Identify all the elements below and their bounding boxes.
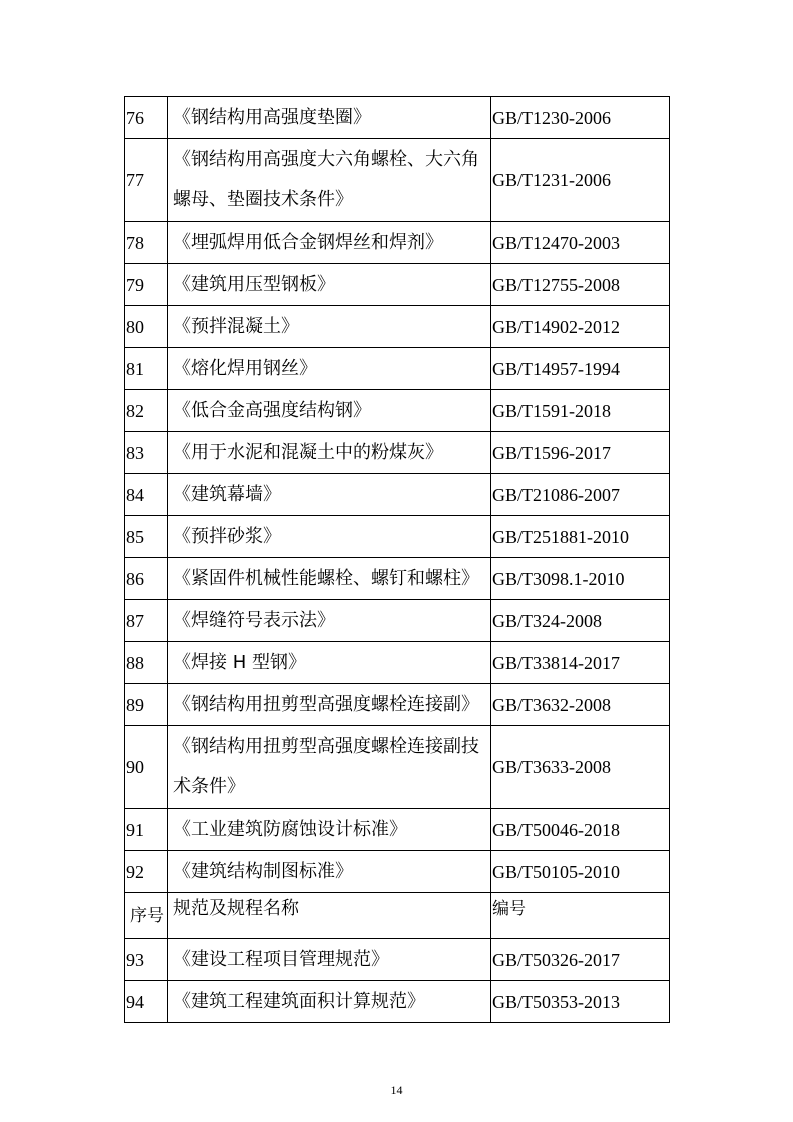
standard-code: GB/T50326-2017 bbox=[491, 939, 670, 981]
header-number-text: 序号 bbox=[130, 905, 164, 926]
standard-name bbox=[168, 264, 491, 306]
standard-name bbox=[168, 139, 491, 222]
row-number: 84 bbox=[125, 474, 168, 516]
standard-code: GB/T3633-2008 bbox=[491, 726, 670, 809]
standard-name bbox=[168, 981, 491, 1023]
standard-name bbox=[168, 97, 491, 139]
table-row bbox=[125, 306, 670, 348]
standard-code: GB/T1231-2006 bbox=[491, 139, 670, 222]
standard-name bbox=[168, 809, 491, 851]
table-row bbox=[125, 726, 670, 809]
standard-name-text: 《钢结构用扭剪型高强度螺栓连接副》 bbox=[173, 693, 479, 715]
row-number: 89 bbox=[125, 684, 168, 726]
table-row bbox=[125, 139, 670, 222]
standard-name bbox=[168, 390, 491, 432]
row-number: 88 bbox=[125, 642, 168, 684]
row-number: 86 bbox=[125, 558, 168, 600]
standard-code: GB/T50105-2010 bbox=[491, 851, 670, 893]
standard-name-text: 《预拌砂浆》 bbox=[173, 525, 281, 547]
table-row bbox=[125, 474, 670, 516]
table-row bbox=[125, 516, 670, 558]
row-number: 81 bbox=[125, 348, 168, 390]
page-number: 14 bbox=[390, 1083, 403, 1097]
table-row bbox=[125, 264, 670, 306]
standard-name-text: 《建筑结构制图标准》 bbox=[173, 860, 353, 882]
row-number: 94 bbox=[125, 981, 168, 1023]
standard-code: GB/T14957-1994 bbox=[491, 348, 670, 390]
row-number: 77 bbox=[125, 139, 168, 222]
standard-name bbox=[168, 642, 491, 684]
row-number: 85 bbox=[125, 516, 168, 558]
row-number: 83 bbox=[125, 432, 168, 474]
row-number: 78 bbox=[125, 222, 168, 264]
standard-name bbox=[168, 222, 491, 264]
header-name-text: 规范及规程名称 bbox=[173, 898, 299, 919]
header-row bbox=[125, 893, 670, 939]
row-number: 80 bbox=[125, 306, 168, 348]
standard-name bbox=[168, 474, 491, 516]
standard-name bbox=[168, 516, 491, 558]
table-row bbox=[125, 222, 670, 264]
header-number bbox=[125, 893, 168, 939]
row-number: 79 bbox=[125, 264, 168, 306]
standard-code: GB/T12470-2003 bbox=[491, 222, 670, 264]
standard-code: GB/T12755-2008 bbox=[491, 264, 670, 306]
standard-code: GB/T21086-2007 bbox=[491, 474, 670, 516]
standard-name bbox=[168, 558, 491, 600]
table-row bbox=[125, 809, 670, 851]
standard-name bbox=[168, 939, 491, 981]
standard-code: GB/T1596-2017 bbox=[491, 432, 670, 474]
standard-name-text: 《用于水泥和混凝土中的粉煤灰》 bbox=[173, 441, 443, 463]
row-number: 93 bbox=[125, 939, 168, 981]
row-number: 91 bbox=[125, 809, 168, 851]
standard-name-text: 《工业建筑防腐蚀设计标准》 bbox=[173, 818, 407, 840]
table-row bbox=[125, 97, 670, 139]
standard-code: GB/T50353-2013 bbox=[491, 981, 670, 1023]
standard-name-text: 《建筑工程建筑面积计算规范》 bbox=[173, 990, 425, 1012]
table-row bbox=[125, 348, 670, 390]
standard-code: GB/T3632-2008 bbox=[491, 684, 670, 726]
table-row bbox=[125, 432, 670, 474]
standard-name bbox=[168, 306, 491, 348]
standard-name bbox=[168, 726, 491, 809]
standard-name-text: 《建筑用压型钢板》 bbox=[173, 273, 335, 295]
table-row bbox=[125, 390, 670, 432]
table-row bbox=[125, 851, 670, 893]
header-name bbox=[168, 893, 491, 939]
standard-code: GB/T251881-2010 bbox=[491, 516, 670, 558]
standard-name-text: 《焊接 H 型钢》 bbox=[173, 651, 306, 673]
standard-name-text: 《焊缝符号表示法》 bbox=[173, 609, 335, 631]
standard-code: GB/T33814-2017 bbox=[491, 642, 670, 684]
row-number: 90 bbox=[125, 726, 168, 809]
table-row bbox=[125, 981, 670, 1023]
table-row bbox=[125, 939, 670, 981]
standard-name-text: 《预拌混凝土》 bbox=[173, 315, 299, 337]
standard-name-text: 《紧固件机械性能螺栓、螺钉和螺柱》 bbox=[173, 567, 479, 589]
standard-code: GB/T14902-2012 bbox=[491, 306, 670, 348]
standard-code: GB/T50046-2018 bbox=[491, 809, 670, 851]
row-number: 82 bbox=[125, 390, 168, 432]
table-row bbox=[125, 642, 670, 684]
standard-name-text: 《建筑幕墙》 bbox=[173, 483, 281, 505]
row-number: 87 bbox=[125, 600, 168, 642]
standard-name-text: 《埋弧焊用低合金钢焊丝和焊剂》 bbox=[173, 231, 443, 253]
standards-table bbox=[124, 96, 670, 1023]
standard-name-text: 《建设工程项目管理规范》 bbox=[173, 948, 389, 970]
standard-name-text: 《钢结构用高强度垫圈》 bbox=[173, 106, 371, 128]
row-number: 76 bbox=[125, 97, 168, 139]
standard-name-text: 《熔化焊用钢丝》 bbox=[173, 357, 317, 379]
standard-name bbox=[168, 432, 491, 474]
standard-code: GB/T3098.1-2010 bbox=[491, 558, 670, 600]
standard-name bbox=[168, 851, 491, 893]
standard-code: GB/T1591-2018 bbox=[491, 390, 670, 432]
standard-name bbox=[168, 348, 491, 390]
header-code: 编号 bbox=[491, 893, 670, 939]
standard-name bbox=[168, 684, 491, 726]
table-row bbox=[125, 558, 670, 600]
table-row bbox=[125, 600, 670, 642]
standard-name-text: 《钢结构用高强度大六角螺栓、大六角螺母、垫圈技术条件》 bbox=[173, 149, 479, 210]
row-number: 92 bbox=[125, 851, 168, 893]
standard-name bbox=[168, 600, 491, 642]
standard-name-text: 《低合金高强度结构钢》 bbox=[173, 399, 371, 421]
standard-name-text: 《钢结构用扭剪型高强度螺栓连接副技术条件》 bbox=[173, 736, 479, 797]
standard-code: GB/T1230-2006 bbox=[491, 97, 670, 139]
standard-code: GB/T324-2008 bbox=[491, 600, 670, 642]
table-row bbox=[125, 684, 670, 726]
